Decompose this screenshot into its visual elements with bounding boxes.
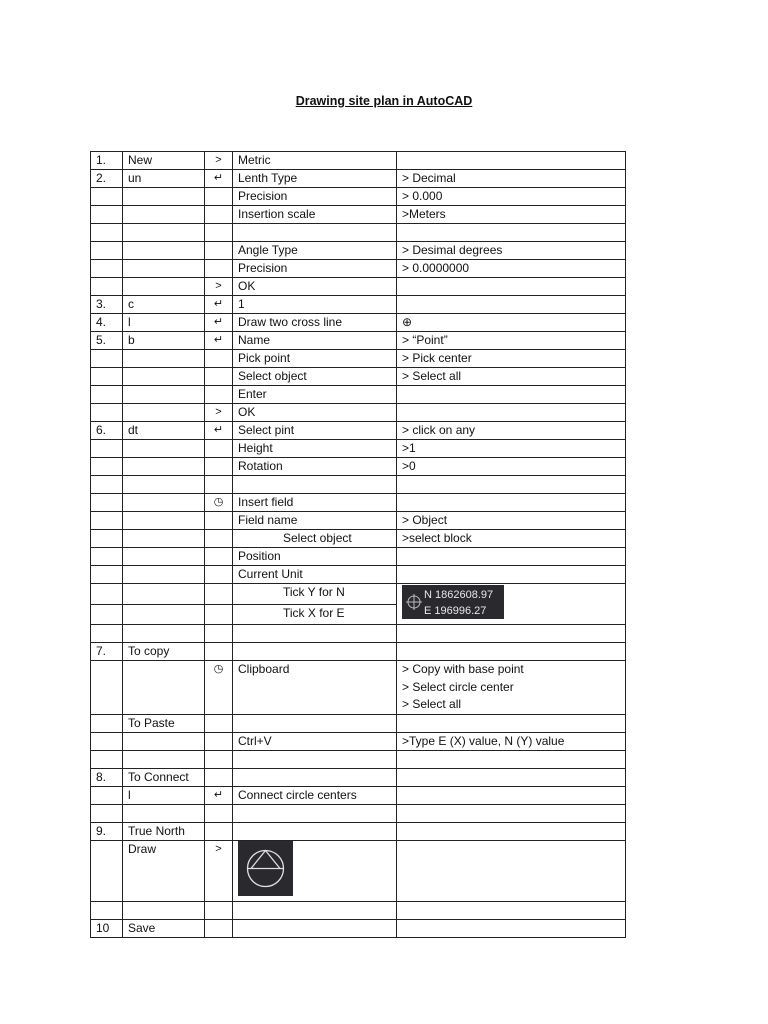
step-number xyxy=(91,901,123,919)
step-number xyxy=(91,604,123,625)
symbol-cell xyxy=(205,476,233,494)
symbol-cell: ◷ xyxy=(205,494,233,512)
step-number xyxy=(91,804,123,822)
command-cell xyxy=(123,548,205,566)
table-row xyxy=(91,804,626,822)
command-cell xyxy=(123,625,205,643)
table-row xyxy=(91,224,626,242)
action-cell: Current Unit xyxy=(233,566,397,584)
action-cell: Insert field xyxy=(233,494,397,512)
action-cell: Lenth Type xyxy=(233,170,397,188)
north-arrow-icon xyxy=(238,841,293,896)
action-cell xyxy=(233,625,397,643)
step-number xyxy=(91,512,123,530)
steps-table xyxy=(90,151,626,938)
action-cell: Insertion scale xyxy=(233,206,397,224)
value-cell xyxy=(397,476,626,494)
table-row xyxy=(91,822,626,840)
action-cell: Angle Type xyxy=(233,242,397,260)
command-cell: un xyxy=(123,170,205,188)
symbol-cell xyxy=(205,512,233,530)
command-cell xyxy=(123,260,205,278)
command-cell xyxy=(123,188,205,206)
action-cell xyxy=(233,476,397,494)
symbol-cell xyxy=(205,643,233,661)
step-number xyxy=(91,206,123,224)
step-number: 9. xyxy=(91,822,123,840)
command-cell xyxy=(123,440,205,458)
symbol-cell xyxy=(205,768,233,786)
table-row xyxy=(91,661,626,715)
table-row xyxy=(91,422,626,440)
step-number xyxy=(91,750,123,768)
symbol-cell: ↵ xyxy=(205,296,233,314)
action-cell: Select object xyxy=(233,368,397,386)
value-cell: > Desimal degrees xyxy=(397,242,626,260)
command-cell: To Paste xyxy=(123,714,205,732)
command-cell: Draw xyxy=(123,840,205,901)
value-cell xyxy=(397,494,626,512)
true-north-symbol-image xyxy=(238,841,293,896)
symbol-cell xyxy=(205,458,233,476)
command-cell xyxy=(123,566,205,584)
step-number xyxy=(91,224,123,242)
table-row xyxy=(91,206,626,224)
table-row xyxy=(91,458,626,476)
symbol-cell xyxy=(205,732,233,750)
value-cell xyxy=(397,661,626,715)
action-cell: Pick point xyxy=(233,350,397,368)
table-row xyxy=(91,732,626,750)
value-cell: ⊕ xyxy=(397,314,626,332)
step-number xyxy=(91,566,123,584)
command-cell xyxy=(123,350,205,368)
step-number xyxy=(91,840,123,901)
symbol-cell: ↵ xyxy=(205,422,233,440)
action-cell: Ctrl+V xyxy=(233,732,397,750)
step-number xyxy=(91,625,123,643)
command-cell: l xyxy=(123,314,205,332)
step-number xyxy=(91,404,123,422)
symbol-cell xyxy=(205,804,233,822)
value-cell xyxy=(397,643,626,661)
table-row xyxy=(91,242,626,260)
symbol-cell xyxy=(205,188,233,206)
command-cell xyxy=(123,386,205,404)
step-number: 8. xyxy=(91,768,123,786)
step-number xyxy=(91,458,123,476)
symbol-cell: > xyxy=(205,840,233,901)
value-cell xyxy=(397,386,626,404)
clipboard-step: > Select all xyxy=(402,697,462,711)
table-row xyxy=(91,566,626,584)
command-cell xyxy=(123,278,205,296)
command-cell: To copy xyxy=(123,643,205,661)
step-number xyxy=(91,278,123,296)
action-cell: Clipboard xyxy=(233,661,397,715)
table-row xyxy=(91,786,626,804)
symbol-cell: > xyxy=(205,278,233,296)
clipboard-step: > Copy with base point xyxy=(402,662,524,676)
table-row xyxy=(91,296,626,314)
symbol-cell xyxy=(205,584,233,605)
table-row xyxy=(91,584,626,605)
action-cell: Precision xyxy=(233,188,397,206)
table-row xyxy=(91,314,626,332)
symbol-cell xyxy=(205,206,233,224)
action-cell xyxy=(233,822,397,840)
step-number xyxy=(91,584,123,605)
value-cell xyxy=(397,714,626,732)
step-number xyxy=(91,188,123,206)
action-cell xyxy=(233,750,397,768)
table-row xyxy=(91,332,626,350)
table-row xyxy=(91,494,626,512)
command-cell xyxy=(123,901,205,919)
table-row xyxy=(91,170,626,188)
step-number: 1. xyxy=(91,152,123,170)
command-cell xyxy=(123,750,205,768)
value-cell xyxy=(397,750,626,768)
symbol-cell xyxy=(205,822,233,840)
value-cell xyxy=(397,822,626,840)
command-cell xyxy=(123,458,205,476)
value-cell xyxy=(397,404,626,422)
value-cell xyxy=(397,840,626,901)
symbol-cell: > xyxy=(205,152,233,170)
step-number xyxy=(91,368,123,386)
table-row xyxy=(91,840,626,901)
table-row xyxy=(91,404,626,422)
value-cell: > Object xyxy=(397,512,626,530)
value-cell: >Type E (X) value, N (Y) value xyxy=(397,732,626,750)
symbol-cell xyxy=(205,750,233,768)
command-cell xyxy=(123,242,205,260)
symbol-cell xyxy=(205,440,233,458)
step-number xyxy=(91,786,123,804)
action-cell: Select object xyxy=(233,530,397,548)
action-cell xyxy=(233,224,397,242)
step-number xyxy=(91,661,123,715)
command-cell: b xyxy=(123,332,205,350)
action-cell: Precision xyxy=(233,260,397,278)
action-cell xyxy=(233,840,397,901)
step-number: 4. xyxy=(91,314,123,332)
command-cell xyxy=(123,206,205,224)
action-cell: Connect circle centers xyxy=(233,786,397,804)
value-cell: >Meters xyxy=(397,206,626,224)
symbol-cell xyxy=(205,260,233,278)
symbol-cell xyxy=(205,530,233,548)
action-cell xyxy=(233,804,397,822)
table-row xyxy=(91,278,626,296)
value-cell xyxy=(397,768,626,786)
coordinates-screenshot xyxy=(402,585,504,619)
value-cell xyxy=(397,919,626,937)
step-number xyxy=(91,350,123,368)
symbol-cell: ↵ xyxy=(205,314,233,332)
table-row xyxy=(91,643,626,661)
table-row xyxy=(91,440,626,458)
command-cell xyxy=(123,404,205,422)
symbol-cell xyxy=(205,901,233,919)
command-cell xyxy=(123,368,205,386)
symbol-cell xyxy=(205,566,233,584)
action-cell xyxy=(233,901,397,919)
table-row xyxy=(91,548,626,566)
command-cell xyxy=(123,476,205,494)
command-cell: Save xyxy=(123,919,205,937)
action-cell: OK xyxy=(233,404,397,422)
value-cell: > Pick center xyxy=(397,350,626,368)
command-cell xyxy=(123,661,205,715)
step-number: 3. xyxy=(91,296,123,314)
symbol-cell xyxy=(205,368,233,386)
value-cell xyxy=(397,625,626,643)
command-cell: c xyxy=(123,296,205,314)
action-cell: 1 xyxy=(233,296,397,314)
action-cell: Metric xyxy=(233,152,397,170)
action-cell: Rotation xyxy=(233,458,397,476)
step-number xyxy=(91,440,123,458)
symbol-cell: ↵ xyxy=(205,170,233,188)
command-cell xyxy=(123,804,205,822)
value-cell xyxy=(397,566,626,584)
value-cell: > click on any xyxy=(397,422,626,440)
value-cell: >select block xyxy=(397,530,626,548)
symbol-cell xyxy=(205,242,233,260)
table-row xyxy=(91,750,626,768)
action-cell: Name xyxy=(233,332,397,350)
command-cell xyxy=(123,224,205,242)
value-cell xyxy=(397,152,626,170)
symbol-cell: ◷ xyxy=(205,661,233,715)
step-number xyxy=(91,386,123,404)
step-number xyxy=(91,494,123,512)
value-cell xyxy=(397,786,626,804)
step-number: 7. xyxy=(91,643,123,661)
action-cell xyxy=(233,768,397,786)
crosshair-icon xyxy=(406,594,422,610)
step-number xyxy=(91,530,123,548)
symbol-cell xyxy=(205,224,233,242)
step-number: 6. xyxy=(91,422,123,440)
command-cell xyxy=(123,732,205,750)
symbol-cell: ↵ xyxy=(205,786,233,804)
table-row xyxy=(91,386,626,404)
command-cell: dt xyxy=(123,422,205,440)
step-number: 2. xyxy=(91,170,123,188)
command-cell xyxy=(123,530,205,548)
value-cell xyxy=(397,296,626,314)
table-row xyxy=(91,625,626,643)
table-row xyxy=(91,901,626,919)
step-number xyxy=(91,714,123,732)
step-number xyxy=(91,548,123,566)
table-row xyxy=(91,919,626,937)
step-number xyxy=(91,260,123,278)
action-cell: Tick Y for N xyxy=(233,584,397,605)
action-cell: OK xyxy=(233,278,397,296)
table-row xyxy=(91,350,626,368)
command-cell: To Connect xyxy=(123,768,205,786)
table-row xyxy=(91,188,626,206)
east-coordinate: E 196996.27 xyxy=(424,605,487,617)
value-cell xyxy=(397,548,626,566)
command-cell xyxy=(123,494,205,512)
value-cell xyxy=(397,278,626,296)
value-cell xyxy=(397,224,626,242)
north-coordinate: N 1862608.97 xyxy=(424,589,494,601)
action-cell xyxy=(233,714,397,732)
symbol-cell xyxy=(205,604,233,625)
command-cell xyxy=(123,512,205,530)
table-row xyxy=(91,260,626,278)
action-cell: Height xyxy=(233,440,397,458)
table-row xyxy=(91,512,626,530)
value-cell xyxy=(397,584,626,625)
command-cell xyxy=(123,604,205,625)
command-cell xyxy=(123,584,205,605)
symbol-cell xyxy=(205,919,233,937)
value-cell: >1 xyxy=(397,440,626,458)
command-cell: True North xyxy=(123,822,205,840)
table-row xyxy=(91,530,626,548)
step-number xyxy=(91,476,123,494)
action-cell xyxy=(233,919,397,937)
symbol-cell xyxy=(205,625,233,643)
table-row xyxy=(91,152,626,170)
value-cell: > Select all xyxy=(397,368,626,386)
action-cell: Select pint xyxy=(233,422,397,440)
step-number: 10 xyxy=(91,919,123,937)
value-cell xyxy=(397,804,626,822)
document-title: Drawing site plan in AutoCAD xyxy=(295,94,473,108)
command-cell: l xyxy=(123,786,205,804)
action-cell: Tick X for E xyxy=(233,604,397,625)
value-cell: > Decimal xyxy=(397,170,626,188)
action-cell: Position xyxy=(233,548,397,566)
table-row xyxy=(91,714,626,732)
value-cell xyxy=(397,901,626,919)
value-cell: >0 xyxy=(397,458,626,476)
symbol-cell: ↵ xyxy=(205,332,233,350)
symbol-cell xyxy=(205,548,233,566)
table-row xyxy=(91,768,626,786)
symbol-cell xyxy=(205,386,233,404)
action-cell xyxy=(233,643,397,661)
clipboard-step: > Select circle center xyxy=(402,679,514,694)
action-cell: Field name xyxy=(233,512,397,530)
step-number xyxy=(91,242,123,260)
value-cell: > 0.0000000 xyxy=(397,260,626,278)
symbol-cell: > xyxy=(205,404,233,422)
table-row xyxy=(91,476,626,494)
action-cell: Enter xyxy=(233,386,397,404)
step-number: 5. xyxy=(91,332,123,350)
step-number xyxy=(91,732,123,750)
table-row xyxy=(91,368,626,386)
command-cell: New xyxy=(123,152,205,170)
action-cell: Draw two cross line xyxy=(233,314,397,332)
symbol-cell xyxy=(205,714,233,732)
value-cell: > “Point” xyxy=(397,332,626,350)
symbol-cell xyxy=(205,350,233,368)
value-cell: > 0.000 xyxy=(397,188,626,206)
